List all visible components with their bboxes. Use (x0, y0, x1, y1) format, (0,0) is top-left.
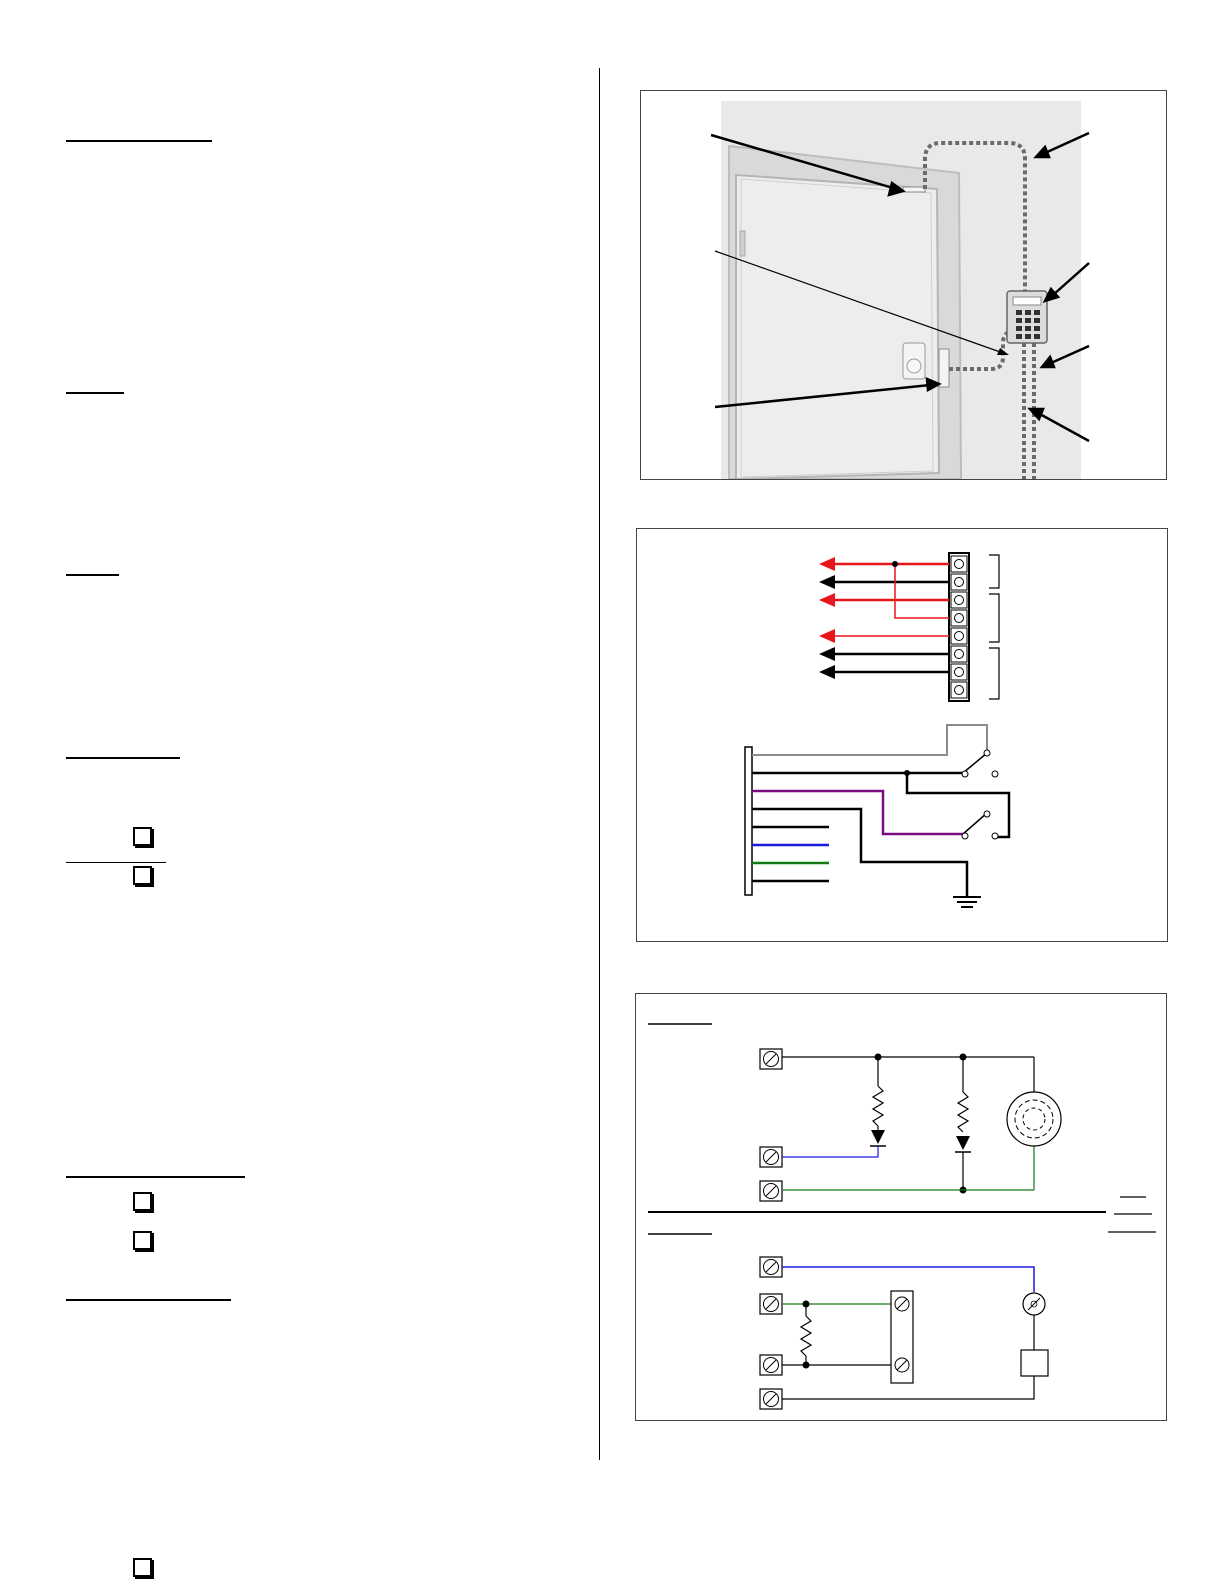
door-installation-figure (640, 90, 1167, 480)
terminal-wiring-figure (636, 528, 1168, 942)
lock-circuit-schematic-icon (636, 994, 1166, 1420)
column-divider (599, 68, 600, 1460)
option-checkbox[interactable] (133, 827, 152, 846)
section-heading-rule (66, 392, 124, 394)
option-checkbox[interactable] (133, 1192, 152, 1211)
section-heading-rule (66, 1176, 245, 1178)
section-heading-rule (66, 574, 119, 576)
door-keypad-illustration-icon (641, 91, 1166, 479)
option-checkbox[interactable] (133, 1558, 152, 1577)
section-heading-rule (66, 862, 166, 863)
terminal-strip-schematic-icon (637, 529, 1167, 941)
section-heading-rule (66, 757, 180, 759)
lock-circuit-figure (635, 993, 1167, 1421)
section-heading-rule (66, 1299, 231, 1301)
option-checkbox[interactable] (133, 866, 152, 885)
section-heading-rule (66, 140, 212, 142)
option-checkbox[interactable] (133, 1231, 152, 1250)
